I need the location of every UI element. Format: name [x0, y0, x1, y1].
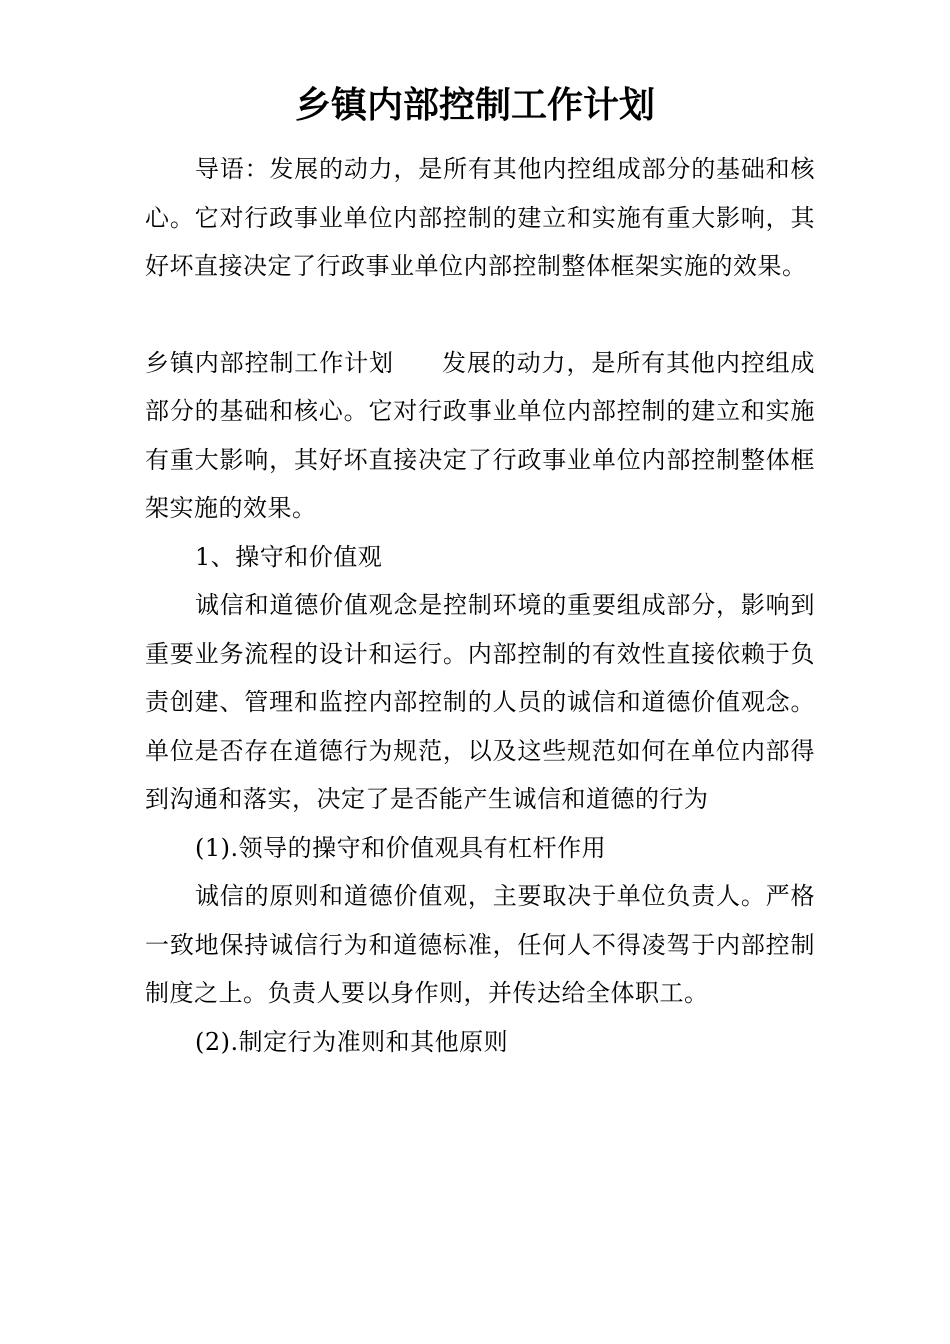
paragraph-2: 诚信的原则和道德价值观，主要取决于单位负责人。严格一致地保持诚信行为和道德标准，任何人不得凌驾于内部控制制度之上。负责人要以身作则，并传达给全体职工。 — [145, 882, 815, 1007]
section-lead-paragraph — [145, 339, 815, 533]
document-body — [145, 145, 815, 1066]
document-title: 乡镇内部控制工作计划 — [294, 85, 655, 126]
subheading-1: (1).领导的操守和价值观具有杠杆作用 — [195, 833, 607, 862]
paragraph-spacer — [145, 291, 815, 339]
section-lead-title: 乡镇内部控制工作计划 — [145, 348, 394, 377]
section-heading-1: 1、操守和价值观 — [195, 542, 383, 571]
intro-paragraph: 导语：发展的动力，是所有其他内控组成部分的基础和核心。它对行政事业单位内部控制的建立和实施有重大影响，其好坏直接决定了行政事业单位内部控制整体框架实施的效果。 — [145, 155, 815, 280]
subheading-2: (2).制定行为准则和其他原则 — [195, 1027, 509, 1056]
section-lead-body: 发展的动力，是所有其他内控组成部分的基础和核心。它对行政事业单位内部控制的建立和实施有重大影响，其好坏直接决定了行政事业单位内部控制整体框架实施的效果。 — [145, 348, 816, 522]
paragraph-1: 诚信和道德价值观念是控制环境的重要组成部分，影响到重要业务流程的设计和运行。内部控制的有效性直接依赖于负责创建、管理和监控内部控制的人员的诚信和道德价值观念。单位是否存在道德行为规范，以及这些规范如何在单位内部得到沟通和落实，决定了是否能产生诚信和道德的行为 — [145, 591, 815, 813]
